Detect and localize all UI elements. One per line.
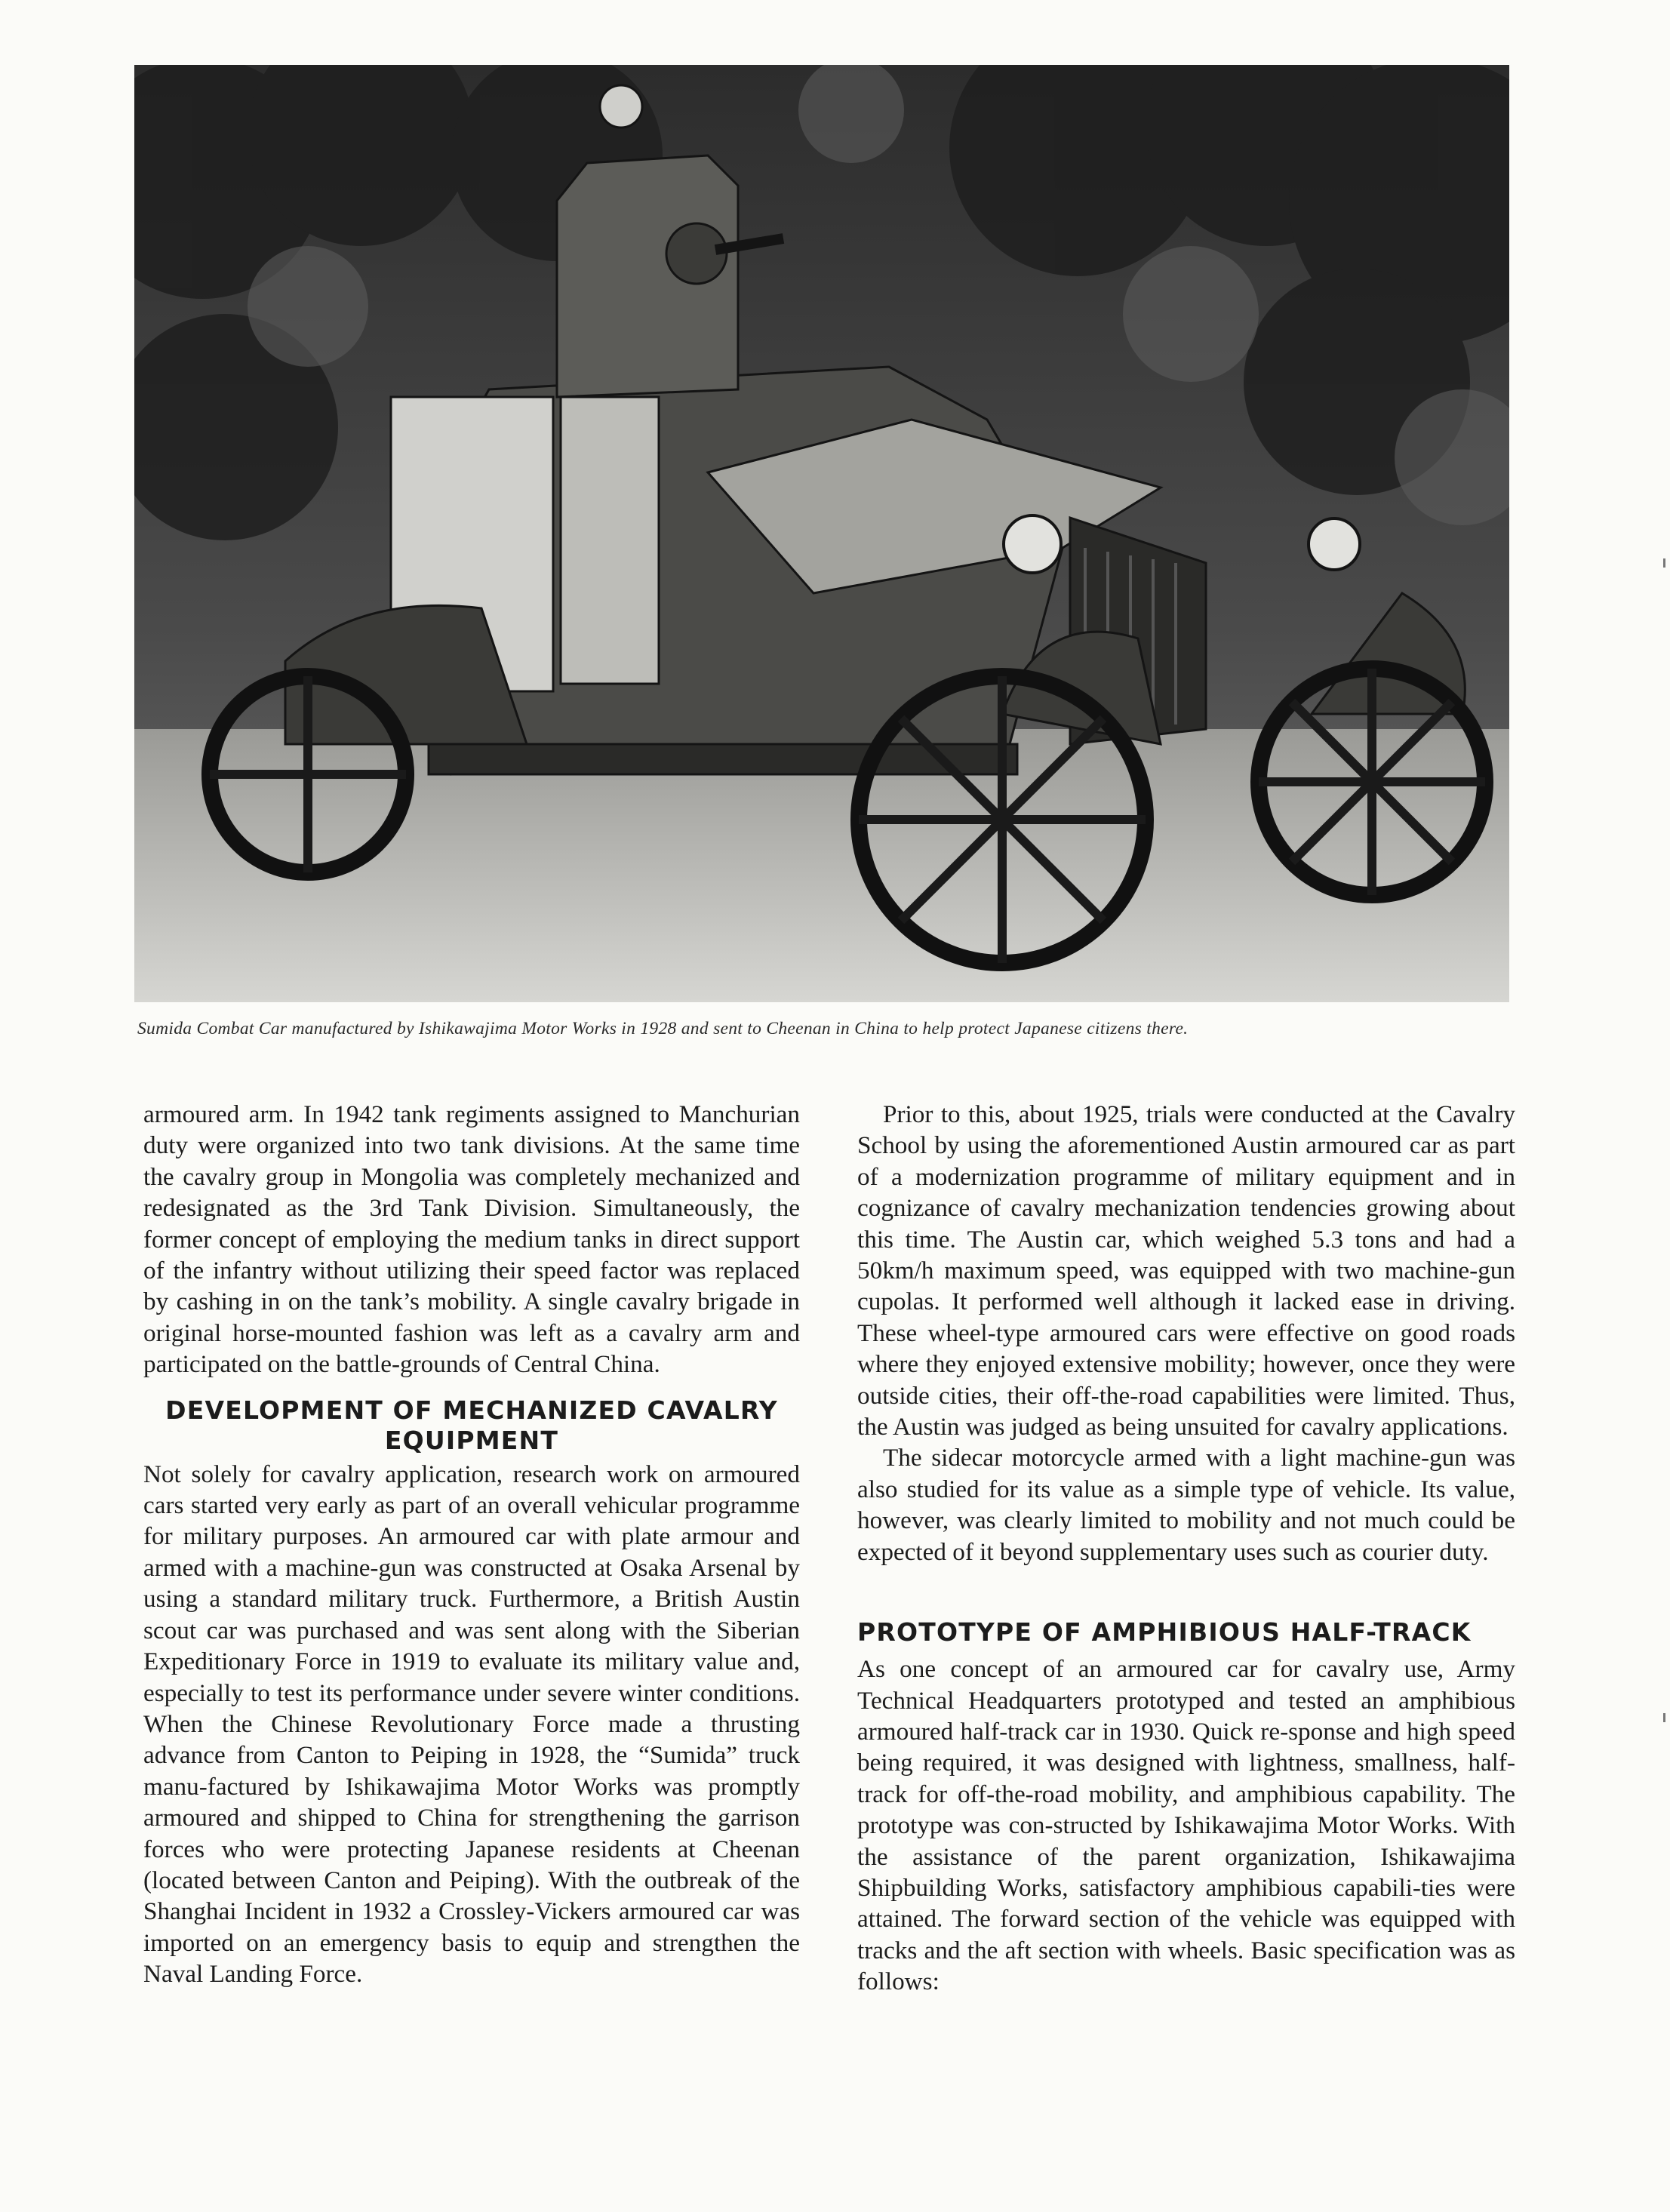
armoured-car-photo [134, 65, 1509, 1002]
paragraph: As one concept of an armoured car for cavalry use, Army Technical Headquarters prototyped and tested an amphibious armoured half-track car in 1930. Quick re-sponse and high speed being required, it was designed with lightness, smallness, half-track for off-the-road mobility, and amphibious capability. The prototype was con-structed by Ishikawajima Motor Works. With the assistance of the parent organization, Ishikawajima Shipbuilding Works, satisfactory amphibious capabili-ties were attained. The forward section of the vehicle was equipped with tracks and the aft section with wheels. Basic specification was as follows: [857, 1655, 1515, 1996]
paragraph: Not solely for cavalry application, research work on armoured cars started very early as part of an overall vehicular programme for military purposes. An armoured car with plate armour and armed with a machine-gun was constructed at Osaka Arsenal by using a standard military truck. Furthermore, a British Austin scout car was purchased and was sent along with the Siberian Expeditionary Force in 1919 to evaluate its military value and, especially to test its performance under severe winter conditions. When the Chinese Revolutionary Force made a thrusting advance from Canton to Peiping in 1928, the “Sumida” truck manu-factured by Ishikawajima Motor Works was promptly armoured and shipped to China for strengthening the garrison forces who were protecting Japanese residents at Cheenan (located between Canton and Peiping). With the outbreak of the Shanghai Incident in 1932 a Crossley-Vickers armoured car was imported on an emergency basis to equip and strengthen the Naval Landing Force. [143, 1460, 800, 1989]
paragraph: The sidecar motorcycle armed with a light machine-gun was also studied for its value as a simple type of vehicle. Its value, however, was clearly limited to mobility and not much could be expected of it beyond supplementary uses such as courier duty. [857, 1444, 1515, 1566]
right-column [857, 1099, 1515, 1998]
scan-mark [1663, 1713, 1665, 1722]
left-column [143, 1099, 800, 1990]
armoured-car-illustration [134, 65, 1509, 1002]
paragraph: armoured arm. In 1942 tank regiments assigned to Manchurian duty were organized into two tank divisions. At the same time the cavalry group in Mongolia was completely mechanized and redesignated as the 3rd Tank Division. Simultaneously, the former concept of employing the medium tanks in direct support of the infantry without utilizing their speed factor was replaced by cashing in on the tank’s mobility. A single cavalry brigade in original horse-mounted fashion was left as a cavalry arm and participated on the battle-grounds of Central China. [143, 1100, 800, 1379]
paragraph: Prior to this, about 1925, trials were conducted at the Cavalry School by using the aforementioned Austin armoured car as part of a modernization programme of military equipment and in cognizance of cavalry mechanization tendencies growing about this time. The Austin car, which weighed 5.3 tons and had a 50km/h maximum speed, was equipped with two machine-gun cupolas. It performed well although it lacked ease in driving. These wheel-type armoured cars were effective on good roads where they enjoyed extensive mobility; however, once they were outside cities, their off-the-road capabilities were limited. Thus, the Austin was judged as being unsuited for cavalry applications. [857, 1100, 1515, 1441]
photo-caption: Sumida Combat Car manufactured by Ishikawajima Motor Works in 1928 and sent to Cheenan in China to help protect Japanese citizens there. [137, 1019, 1189, 1038]
section-heading: PROTOTYPE OF AMPHIBIOUS HALF-TRACK [857, 1617, 1472, 1647]
scan-mark [1663, 558, 1665, 568]
section-heading: DEVELOPMENT OF MECHANIZED CAVALRY EQUIPMENT [165, 1395, 778, 1455]
